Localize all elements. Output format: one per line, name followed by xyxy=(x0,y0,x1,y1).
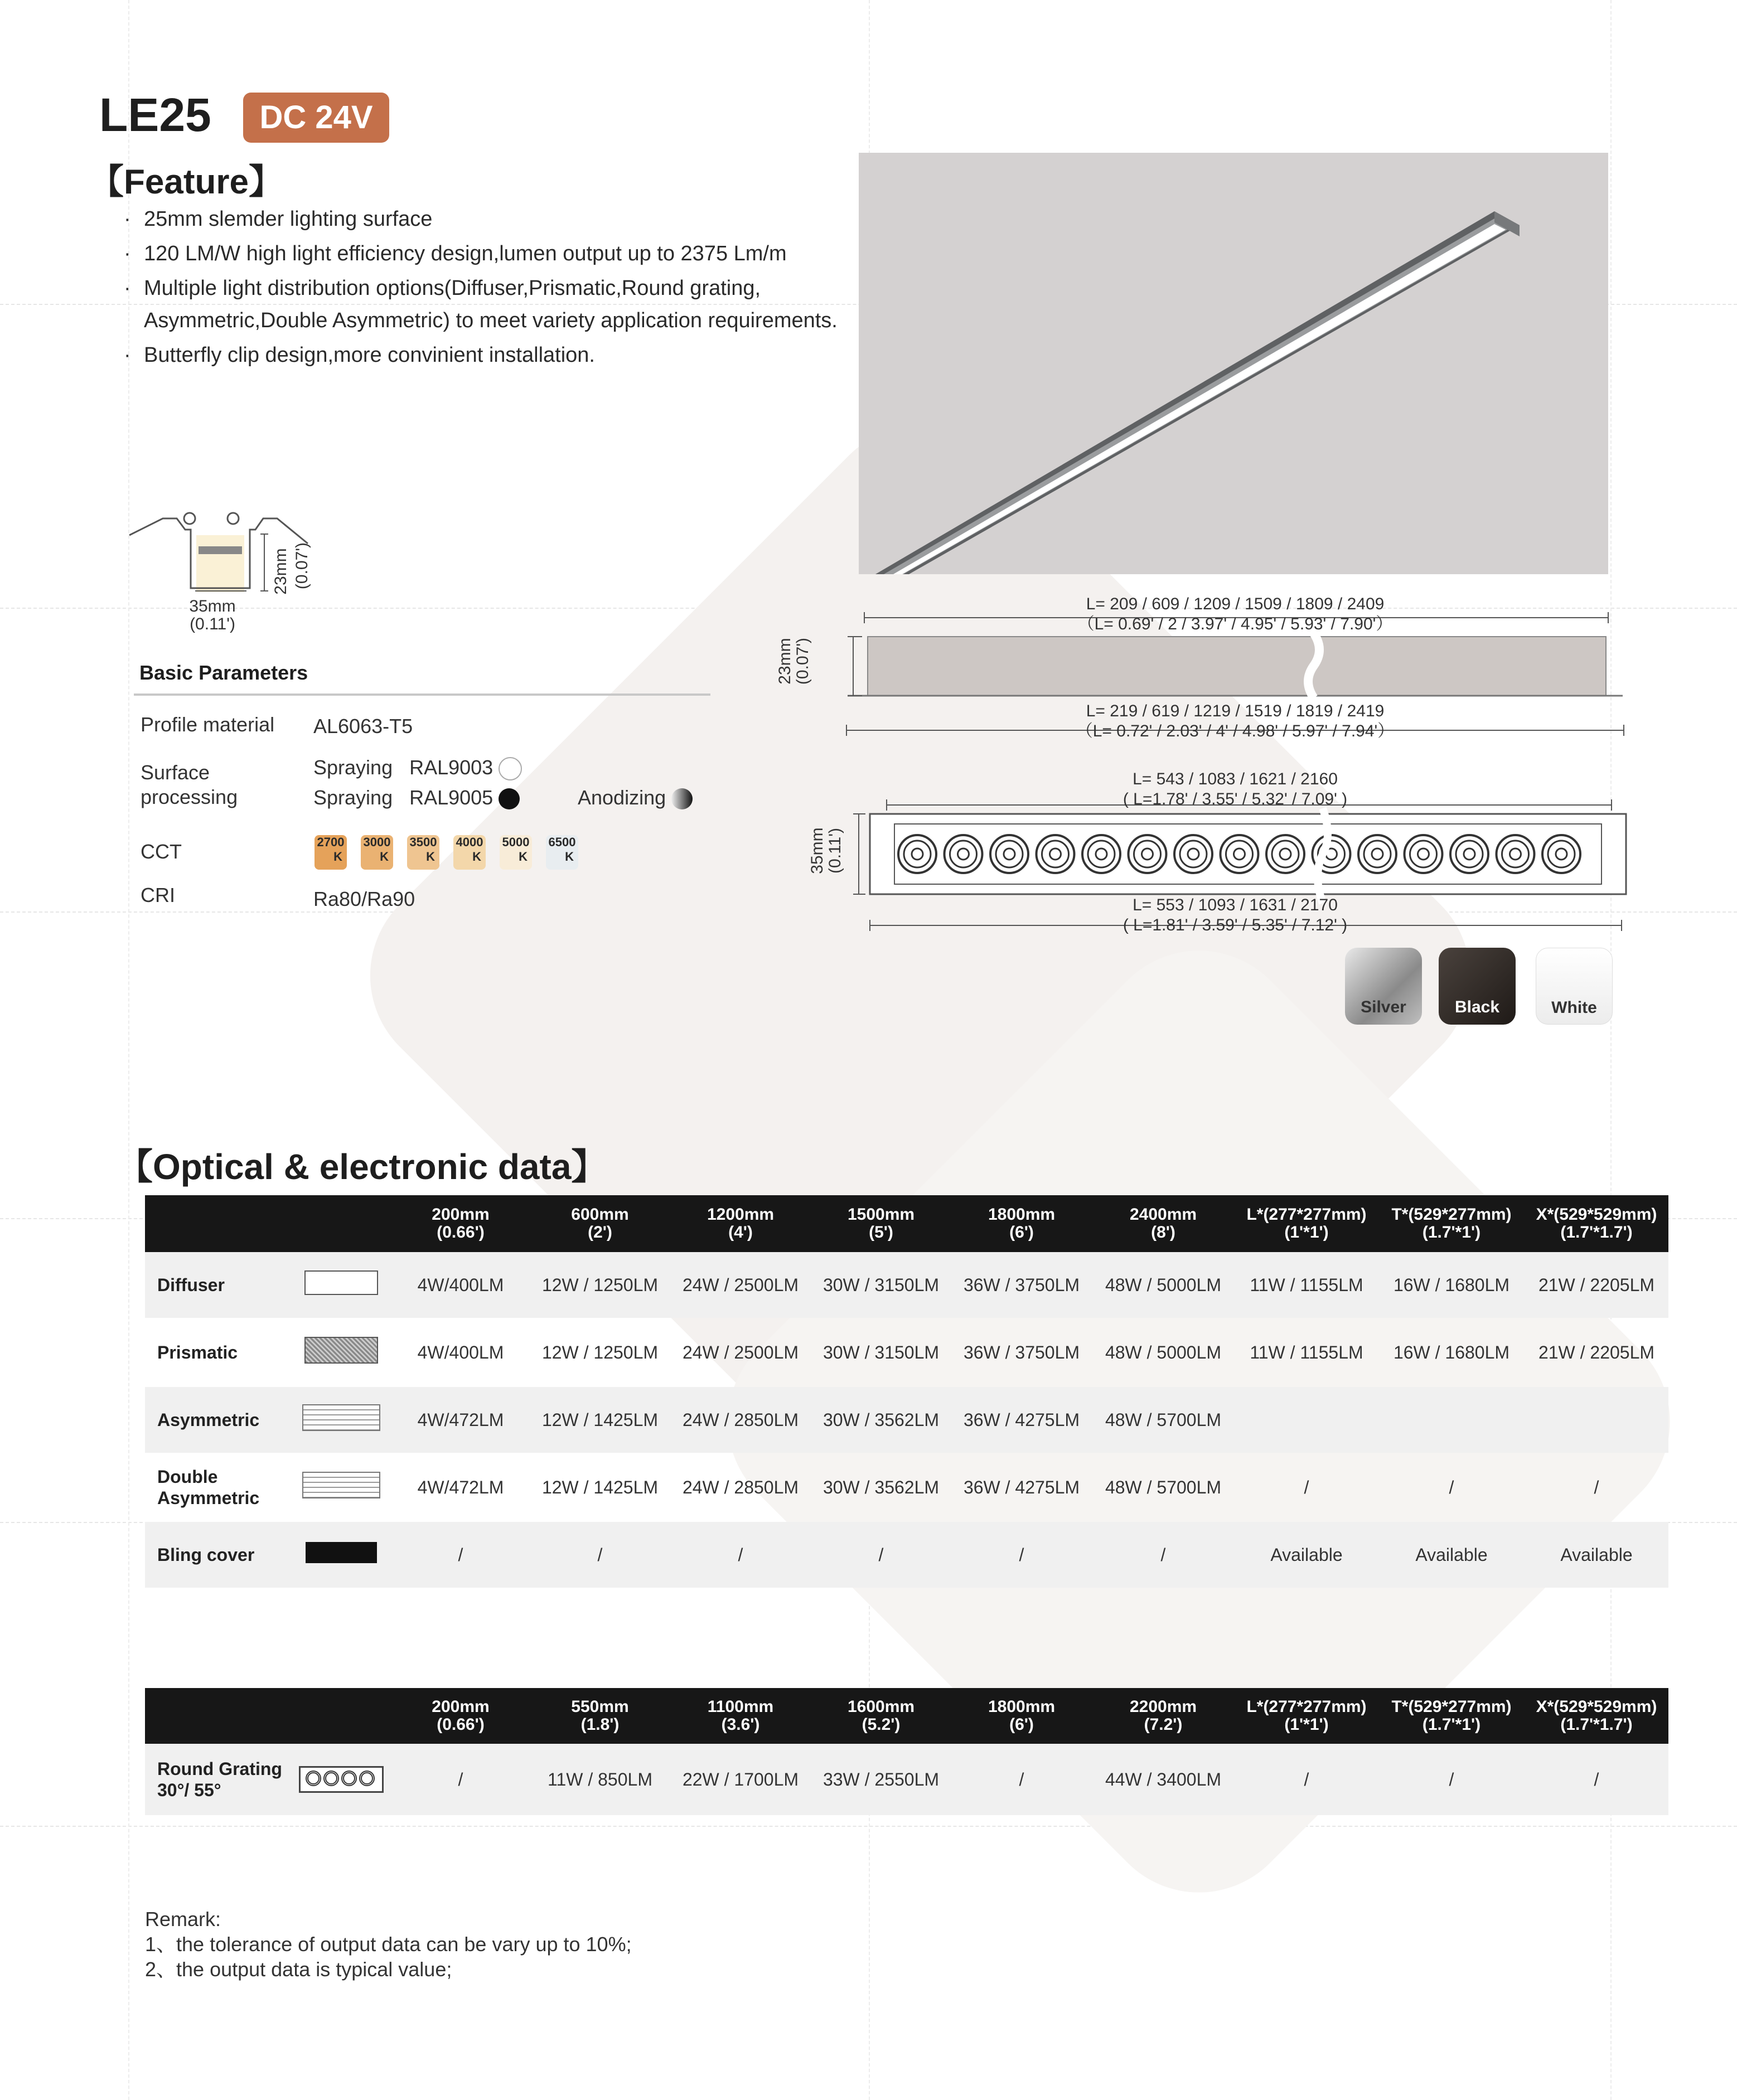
table-row xyxy=(145,1252,1668,1318)
table-cell: / xyxy=(670,1522,811,1588)
diffuser-cover-icon xyxy=(304,1270,378,1295)
column-header-length: 1500mm xyxy=(847,1205,915,1224)
finish-silver-swatch xyxy=(1345,948,1422,1025)
column-header-feet: (2') xyxy=(588,1223,612,1241)
column-header-feet: (0.66') xyxy=(437,1715,485,1734)
section-height-in-label xyxy=(293,535,311,596)
header-blank xyxy=(291,1688,391,1744)
grating-lens-icon xyxy=(1280,848,1291,860)
inner-length-in: （L= 0.69' / 2 / 3.97' / 4.95' / 5.93' / 7.90'） xyxy=(1077,615,1393,633)
table-cell: 33W / 2550LM xyxy=(811,1744,951,1815)
surface-label: Surface processing xyxy=(141,761,238,808)
cct-value: 4000 xyxy=(456,835,483,849)
column-header-length: 1600mm xyxy=(847,1698,915,1716)
cct-unit: K xyxy=(472,850,481,864)
surface-line-1: Spraying RAL9003 xyxy=(313,756,493,779)
table-cell: 36W / 4275LM xyxy=(963,1477,1080,1497)
basic-parameters-heading: Basic Parameters xyxy=(139,661,308,684)
grating-lens-icon xyxy=(958,848,969,860)
section-height: 23mm xyxy=(272,548,290,595)
outer-length-label xyxy=(970,701,1500,741)
section-width-label xyxy=(182,598,243,633)
header-blank xyxy=(291,1195,391,1252)
table-cell: / xyxy=(1594,1477,1599,1497)
column-header-feet: (1'*1') xyxy=(1284,1715,1329,1734)
section-width: 35mm xyxy=(189,597,236,615)
table-cell: / xyxy=(1525,1744,1668,1815)
asymmetric-cover-icon xyxy=(302,1404,380,1431)
white-swatch-icon xyxy=(499,757,522,780)
table-cell: / xyxy=(391,1744,530,1815)
header-blank xyxy=(145,1195,291,1252)
cover-cell xyxy=(291,1744,391,1815)
grating-outer-length-in: ( L=1.81' / 3.59' / 5.35' / 7.12' ) xyxy=(1122,916,1348,934)
table-cell: 22W / 1700LM xyxy=(670,1744,811,1815)
table-header-row xyxy=(145,1688,1668,1744)
outer-length-in: （L= 0.72' / 2.03' / 4' / 4.98' / 5.97' / 7.94'） xyxy=(1076,722,1395,740)
row-name: Prismatic xyxy=(157,1342,238,1362)
table-cell: 11W / 1155LM xyxy=(1235,1252,1378,1318)
grating-data-table xyxy=(145,1688,1668,1815)
header-blank xyxy=(145,1688,291,1744)
column-header xyxy=(1092,1688,1235,1744)
column-header xyxy=(530,1195,670,1252)
table-cell: / xyxy=(391,1522,530,1588)
product-photo xyxy=(859,153,1608,574)
table-cell: / xyxy=(530,1522,670,1588)
table-cell: 4W/400LM xyxy=(391,1252,530,1318)
grating-lens-icon xyxy=(1234,848,1245,860)
table-cell: 11W / 1155LM xyxy=(1250,1342,1363,1362)
asymmetric-cover-icon xyxy=(302,1472,380,1498)
column-header-length: X*(529*529mm) xyxy=(1536,1698,1657,1716)
column-header-feet: (0.66') xyxy=(437,1223,485,1241)
anodizing-label: Anodizing xyxy=(578,786,666,809)
column-header-length: L*(277*277mm) xyxy=(1246,1205,1367,1224)
column-header-length: 2200mm xyxy=(1129,1698,1197,1716)
table-cell: 30W / 3150LM xyxy=(811,1252,951,1318)
column-header xyxy=(951,1688,1092,1744)
material-label: Profile material xyxy=(141,713,275,736)
table-cell: 21W / 2205LM xyxy=(1525,1252,1668,1318)
black-swatch-icon xyxy=(499,788,520,809)
column-header-feet: (1.7'*1.7') xyxy=(1560,1715,1633,1734)
grating-height: 35mm xyxy=(808,827,826,874)
column-header-length: 200mm xyxy=(432,1698,490,1716)
cct-chip xyxy=(407,835,439,870)
table-row xyxy=(145,1318,1668,1387)
cct-unit: K xyxy=(519,850,528,864)
cover-cell xyxy=(291,1318,391,1387)
column-header-feet: (7.2') xyxy=(1144,1715,1183,1734)
side-height-label xyxy=(776,630,812,692)
column-header-length: 550mm xyxy=(571,1698,629,1716)
anodizing-swatch-icon xyxy=(671,788,693,809)
table-cell: 12W / 1425LM xyxy=(530,1387,670,1453)
table-cell: Available xyxy=(1235,1522,1378,1588)
table-cell: 16W / 1680LM xyxy=(1393,1342,1510,1362)
cct-unit: K xyxy=(380,850,389,864)
table-cell: 36W / 4275LM xyxy=(951,1387,1092,1453)
table-cell: / xyxy=(951,1522,1092,1588)
column-header-length: 600mm xyxy=(571,1205,629,1224)
table-cell: / xyxy=(1235,1744,1378,1815)
table-cell: 30W / 3150LM xyxy=(822,1342,940,1362)
feature-heading: 【Feature】 xyxy=(89,163,283,201)
side-height-in: (0.07') xyxy=(793,637,812,685)
column-header-feet: (1.8') xyxy=(580,1715,620,1734)
outer-length: L= 219 / 619 / 1219 / 1519 / 1819 / 2419 xyxy=(1086,702,1385,720)
finish-white-swatch xyxy=(1536,948,1613,1025)
cct-chip xyxy=(500,835,532,870)
column-header xyxy=(670,1195,811,1252)
table-cell xyxy=(1235,1387,1378,1453)
cct-unit: K xyxy=(333,850,342,864)
grating-lens-icon xyxy=(1510,848,1521,860)
grating-outer-length: L= 553 / 1093 / 1631 / 2170 xyxy=(1133,896,1338,914)
column-header-length: 1100mm xyxy=(707,1698,774,1716)
table-cell xyxy=(1525,1387,1668,1453)
column-header-feet: (6') xyxy=(1009,1715,1034,1734)
row-name: Round Grating 30°/ 55° xyxy=(145,1744,291,1815)
column-header-length: T*(529*277mm) xyxy=(1391,1205,1512,1224)
grating-inner-length-in: ( L=1.78' / 3.55' / 5.32' / 7.09' ) xyxy=(1122,790,1348,808)
column-header xyxy=(951,1195,1092,1252)
anodizing-option xyxy=(578,786,693,809)
section-height-label xyxy=(272,541,290,602)
cct-label: CCT xyxy=(141,840,182,863)
table-cell: 12W / 1250LM xyxy=(541,1342,659,1362)
grating-lens-icon xyxy=(1142,848,1153,860)
table-cell: 30W / 3562LM xyxy=(811,1387,951,1453)
table-cell: 4W/472LM xyxy=(417,1477,504,1497)
table-cell: 12W / 1250LM xyxy=(530,1252,670,1318)
finish-label: Silver xyxy=(1361,998,1406,1016)
cover-cell xyxy=(291,1252,391,1318)
feature-item: · 120 LM/W high light efficiency design,lumen output up to 2375 Lm/m xyxy=(124,237,871,270)
table-cell: 4W/400LM xyxy=(417,1342,504,1362)
table-cell: 48W / 5700LM xyxy=(1105,1477,1222,1497)
grating-lens-icon xyxy=(1372,848,1383,860)
column-header-length: 200mm xyxy=(432,1205,490,1224)
column-header-feet: (1'*1') xyxy=(1284,1223,1329,1241)
optical-data-heading: 【Optical & electronic data】 xyxy=(117,1147,607,1187)
column-header-feet: (3.6') xyxy=(721,1715,760,1734)
table-cell: 12W / 1425LM xyxy=(541,1477,659,1497)
model-title: LE25 xyxy=(99,89,211,141)
column-header-length: 1800mm xyxy=(988,1205,1056,1224)
cover-cell xyxy=(291,1453,391,1522)
table-header-row xyxy=(145,1195,1668,1252)
cct-unit: K xyxy=(565,850,574,864)
column-header xyxy=(1378,1195,1525,1252)
column-header xyxy=(1378,1688,1525,1744)
column-header-length: T*(529*277mm) xyxy=(1391,1698,1512,1716)
cover-cell xyxy=(291,1387,391,1453)
grating-height-in: (0.11') xyxy=(826,828,844,874)
optical-data-table xyxy=(145,1195,1668,1588)
finish-label: White xyxy=(1551,998,1597,1017)
finish-label: Black xyxy=(1454,998,1500,1016)
column-header xyxy=(391,1688,530,1744)
material-value: AL6063-T5 xyxy=(313,715,413,738)
table-row xyxy=(145,1522,1668,1588)
cct-chip xyxy=(315,835,347,870)
remark-title: Remark: xyxy=(145,1908,221,1931)
grating-lens-icon xyxy=(912,848,923,860)
column-header xyxy=(1092,1195,1235,1252)
column-header xyxy=(391,1195,530,1252)
row-name: Double Asymmetric xyxy=(157,1467,260,1508)
table-cell: 11W / 850LM xyxy=(530,1744,670,1815)
cct-chip xyxy=(453,835,486,870)
column-header xyxy=(1235,1688,1378,1744)
cct-value: 5000 xyxy=(502,835,530,849)
column-header-feet: (4') xyxy=(728,1223,753,1241)
grating-height-label xyxy=(809,819,844,882)
finish-black-swatch xyxy=(1439,948,1516,1025)
column-header xyxy=(670,1688,811,1744)
table-cell: 48W / 5000LM xyxy=(1105,1342,1222,1362)
cover-cell xyxy=(291,1522,391,1588)
grating-outer-length-label xyxy=(1054,895,1416,935)
row-name: Asymmetric xyxy=(145,1387,291,1453)
feature-item: · Butterfly clip design,more convinient installation. xyxy=(124,339,871,371)
column-header-length: 1200mm xyxy=(707,1205,775,1224)
table-cell: / xyxy=(1092,1522,1235,1588)
table-cell: 36W / 3750LM xyxy=(963,1342,1080,1362)
grating-inner-length-label xyxy=(1054,769,1416,809)
grating-lens-icon xyxy=(1556,848,1567,860)
surface-line-2: Spraying RAL9005 xyxy=(313,786,493,809)
remark-block xyxy=(145,1907,632,1982)
cct-value: 6500 xyxy=(548,835,576,849)
column-header xyxy=(1235,1195,1378,1252)
cct-chip xyxy=(546,835,578,870)
table-cell: / xyxy=(1378,1744,1525,1815)
column-header-feet: (8') xyxy=(1151,1223,1175,1241)
cct-unit: K xyxy=(426,850,435,864)
column-header-feet: (6') xyxy=(1009,1223,1034,1241)
cct-value: 2700 xyxy=(317,835,345,849)
remark-line: 2、the output data is typical value; xyxy=(145,1958,452,1981)
table-cell: 16W / 1680LM xyxy=(1378,1252,1525,1318)
column-header xyxy=(1525,1688,1668,1744)
table-cell: 24W / 2500LM xyxy=(670,1252,811,1318)
grating-lens-icon xyxy=(1464,848,1475,860)
column-header xyxy=(811,1688,951,1744)
cri-value: Ra80/Ra90 xyxy=(313,887,415,910)
column-header-feet: (1.7'*1') xyxy=(1422,1715,1481,1734)
cct-value: 3500 xyxy=(409,835,437,849)
grating-lens-icon xyxy=(1096,848,1107,860)
side-height: 23mm xyxy=(776,638,794,685)
column-header-length: X*(529*529mm) xyxy=(1536,1205,1657,1224)
column-header-length: L*(277*277mm) xyxy=(1246,1698,1367,1716)
table-row xyxy=(145,1387,1668,1453)
surface-option-white xyxy=(313,756,522,780)
table-cell: / xyxy=(811,1522,951,1588)
prismatic-cover-icon xyxy=(304,1337,378,1364)
column-header xyxy=(811,1195,951,1252)
table-cell: 36W / 3750LM xyxy=(951,1252,1092,1318)
table-cell: 24W / 2850LM xyxy=(670,1387,811,1453)
section-width-in: (0.11') xyxy=(190,615,235,633)
column-header-length: 1800mm xyxy=(988,1698,1056,1716)
grating-lens-icon xyxy=(1004,848,1015,860)
grating-lens-icon xyxy=(1050,848,1061,860)
table-cell: / xyxy=(1304,1477,1309,1497)
table-cell: Available xyxy=(1525,1522,1668,1588)
feature-list xyxy=(124,203,871,374)
table-cell: 30W / 3562LM xyxy=(822,1477,940,1497)
column-header-feet: (5.2') xyxy=(862,1715,901,1734)
column-header xyxy=(1525,1195,1668,1252)
inner-length-label xyxy=(970,594,1500,634)
table-cell: 48W / 5000LM xyxy=(1092,1252,1235,1318)
voltage-badge: DC 24V xyxy=(243,93,389,143)
column-header-length: 2400mm xyxy=(1129,1205,1197,1224)
grating-inner-length: L= 543 / 1083 / 1621 / 2160 xyxy=(1133,770,1338,788)
table-cell: 21W / 2205LM xyxy=(1538,1342,1655,1362)
section-height-in: (0.07') xyxy=(293,542,311,590)
table-cell: / xyxy=(951,1744,1092,1815)
feature-item: · 25mm slemder lighting surface xyxy=(124,203,871,235)
grating-lens-icon xyxy=(1418,848,1429,860)
grating-lens-icon xyxy=(1188,848,1199,860)
table-row xyxy=(145,1453,1668,1522)
table-cell: Available xyxy=(1378,1522,1525,1588)
table-cell: / xyxy=(1449,1477,1454,1497)
row-name: Bling cover xyxy=(145,1522,291,1588)
cct-value: 3000 xyxy=(363,835,391,849)
column-header-feet: (1.7'*1.7') xyxy=(1560,1223,1633,1241)
column-header xyxy=(530,1688,670,1744)
column-header-feet: (5') xyxy=(869,1223,893,1241)
cct-chip xyxy=(361,835,393,870)
table-cell: 4W/472LM xyxy=(391,1387,530,1453)
table-cell: 24W / 2850LM xyxy=(682,1477,799,1497)
table-cell: 24W / 2500LM xyxy=(682,1342,799,1362)
table-cell xyxy=(1378,1387,1525,1453)
table-cell: 48W / 5700LM xyxy=(1092,1387,1235,1453)
inner-length: L= 209 / 609 / 1209 / 1509 / 1809 / 2409 xyxy=(1086,595,1385,613)
cri-label: CRI xyxy=(141,884,175,906)
table-cell: 44W / 3400LM xyxy=(1092,1744,1235,1815)
divider xyxy=(134,693,710,696)
table-row xyxy=(145,1744,1668,1815)
round-grating-icon xyxy=(299,1766,384,1793)
row-name: Diffuser xyxy=(145,1252,291,1318)
feature-item: · Multiple light distribution options(Diffuser,Prismatic,Round grating, Asymmetric,Double Asymmetric) to meet variety application requirements. xyxy=(124,272,846,337)
column-header-feet: (1.7'*1') xyxy=(1422,1223,1481,1241)
surface-option-black xyxy=(313,786,520,809)
remark-line: 1、the tolerance of output data can be vary up to 10%; xyxy=(145,1933,632,1956)
blind-cover-icon xyxy=(306,1542,377,1563)
